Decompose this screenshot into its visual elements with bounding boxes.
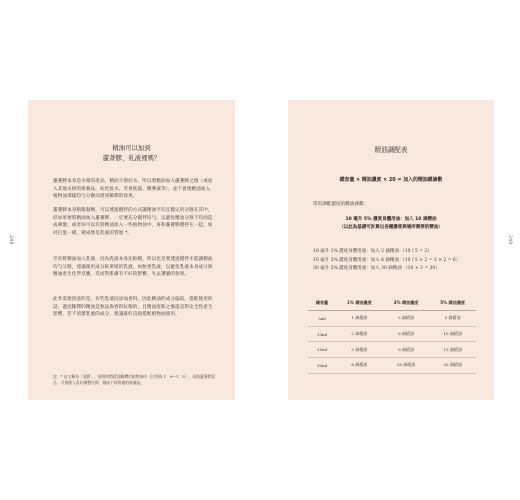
column-header: 總容量 — [308, 295, 336, 311]
table-cell: 2 滴精油 — [336, 326, 383, 342]
title-line: 精油可以加到 — [112, 144, 151, 152]
table-cell: 6 滴精油 — [336, 358, 383, 374]
column-header: 5% 精油濃度 — [429, 295, 476, 311]
dilution-formula: 總容量 × 精油濃度 × 20 = 加入的精油總滴數 — [339, 177, 443, 183]
example-line: （以此為基礎可計算出各種濃度與場所需要的精油） — [339, 225, 443, 230]
title-line: 蘆薈膠、乳液裡嗎？ — [102, 153, 161, 162]
page-number-left: 248 — [8, 235, 14, 245]
table-cell: 3 滴精油 — [383, 311, 430, 327]
page-number-right: 249 — [507, 235, 513, 245]
table-cell: 18 滴精油 — [383, 358, 430, 374]
table-cell: 9 滴精油 — [383, 342, 430, 358]
formula-intro: 常用調配濃度的精油滴數： — [313, 202, 369, 207]
table-cell: 5ml — [308, 311, 336, 327]
paragraph: 至於將精油加入乳液，因為乳液本身比較稠，所以也是要透過攪拌才能讓精油均勻分散，建議使用成分較單純的乳液，如無香乳液，以避免乳液本身成分與精油產生化學反應，反而對肌膚有不好的影響、失去護膚的效果。 — [53, 257, 213, 278]
dilution-table — [308, 295, 476, 374]
table-cell: 30 滴精油 — [429, 358, 476, 374]
calculation-line: 10 毫升 3% 濃度身體用油：加入 6 滴精油 （10 / 5 × 2 = 3 × 2 = 6） — [313, 257, 461, 263]
column-header: 1% 精油濃度 — [336, 295, 383, 311]
paragraph: 此外需要留意的是，有些乳液因添加香料，因此精油的成分偏低，搭配使用的話，過度稀釋的精油是無法與香料抗衡的，且精油混和之後還是對安全性產生影響，若不清楚乳液的成分，建議最好直接搭配植物油使用。 — [53, 297, 213, 318]
right-page — [288, 100, 494, 400]
left-page-title — [28, 144, 235, 163]
footnote: 註：* 這又稱為「油膠」，使用時將精油稀釋於植物油中（比例為 1：9～1：5），再與蘆薈膠混合，可依個人喜好調整比例，做成不同質地的保養品。 — [53, 374, 216, 386]
table-cell: 15 滴精油 — [429, 342, 476, 358]
table-cell: 30ml — [308, 358, 336, 374]
table-cell: 6 滴精油 — [383, 326, 430, 342]
paragraph: 蘆薈膠本身是水相的產品，精油不溶於水，所以將精油加入蘆薈膠之後（或加入其他水相的保養品，如化妝水、芳香純露、精華液等），並不會像精油加入植物油那樣均勻分散而達到稀釋的效果。 — [53, 179, 213, 200]
calculation-line: 30 毫升 5% 濃度身體用油：加入 30 滴精油 （10 × 3 = 30） — [313, 266, 440, 272]
calculation-examples — [313, 248, 460, 274]
table-cell: 10 滴精油 — [429, 326, 476, 342]
table-cell: 15ml — [308, 342, 336, 358]
table-cell: 1 滴精油 — [336, 311, 383, 327]
table-header-row — [308, 295, 476, 311]
example-block — [288, 216, 494, 232]
table-cell: 10ml — [308, 326, 336, 342]
column-header: 3% 精油濃度 — [383, 295, 430, 311]
table-cell: 3 滴精油 — [336, 342, 383, 358]
table-row — [308, 358, 476, 374]
table-row — [308, 326, 476, 342]
left-page — [28, 100, 235, 400]
table-row — [308, 342, 476, 358]
right-page-title: 精油調配表 — [374, 146, 408, 154]
calculation-line: 10 毫升 1% 濃度身體用油：加入 2 滴精油 （10 / 5 = 2） — [313, 249, 432, 254]
table-row — [308, 311, 476, 327]
table-cell: 5 滴精油 — [429, 311, 476, 327]
paragraph: 蘆薈膠本身稍微黏稠，可以透過攪拌的方式讓精油平均且穩定的分散在其中，但如果要將精油加入蘆薈膠，一定要充分攪拌均勻，以避免精油分散不均而造成刺激；或者你可以先將精油加入一些植物油中，再和蘆薈膠攪拌在一起，如同打蛋一樣，變成像是乳液的質地 *。 — [53, 208, 213, 236]
example-line: 10 毫升 5% 濃度身體用油：加入 10 滴精油 — [345, 217, 437, 222]
